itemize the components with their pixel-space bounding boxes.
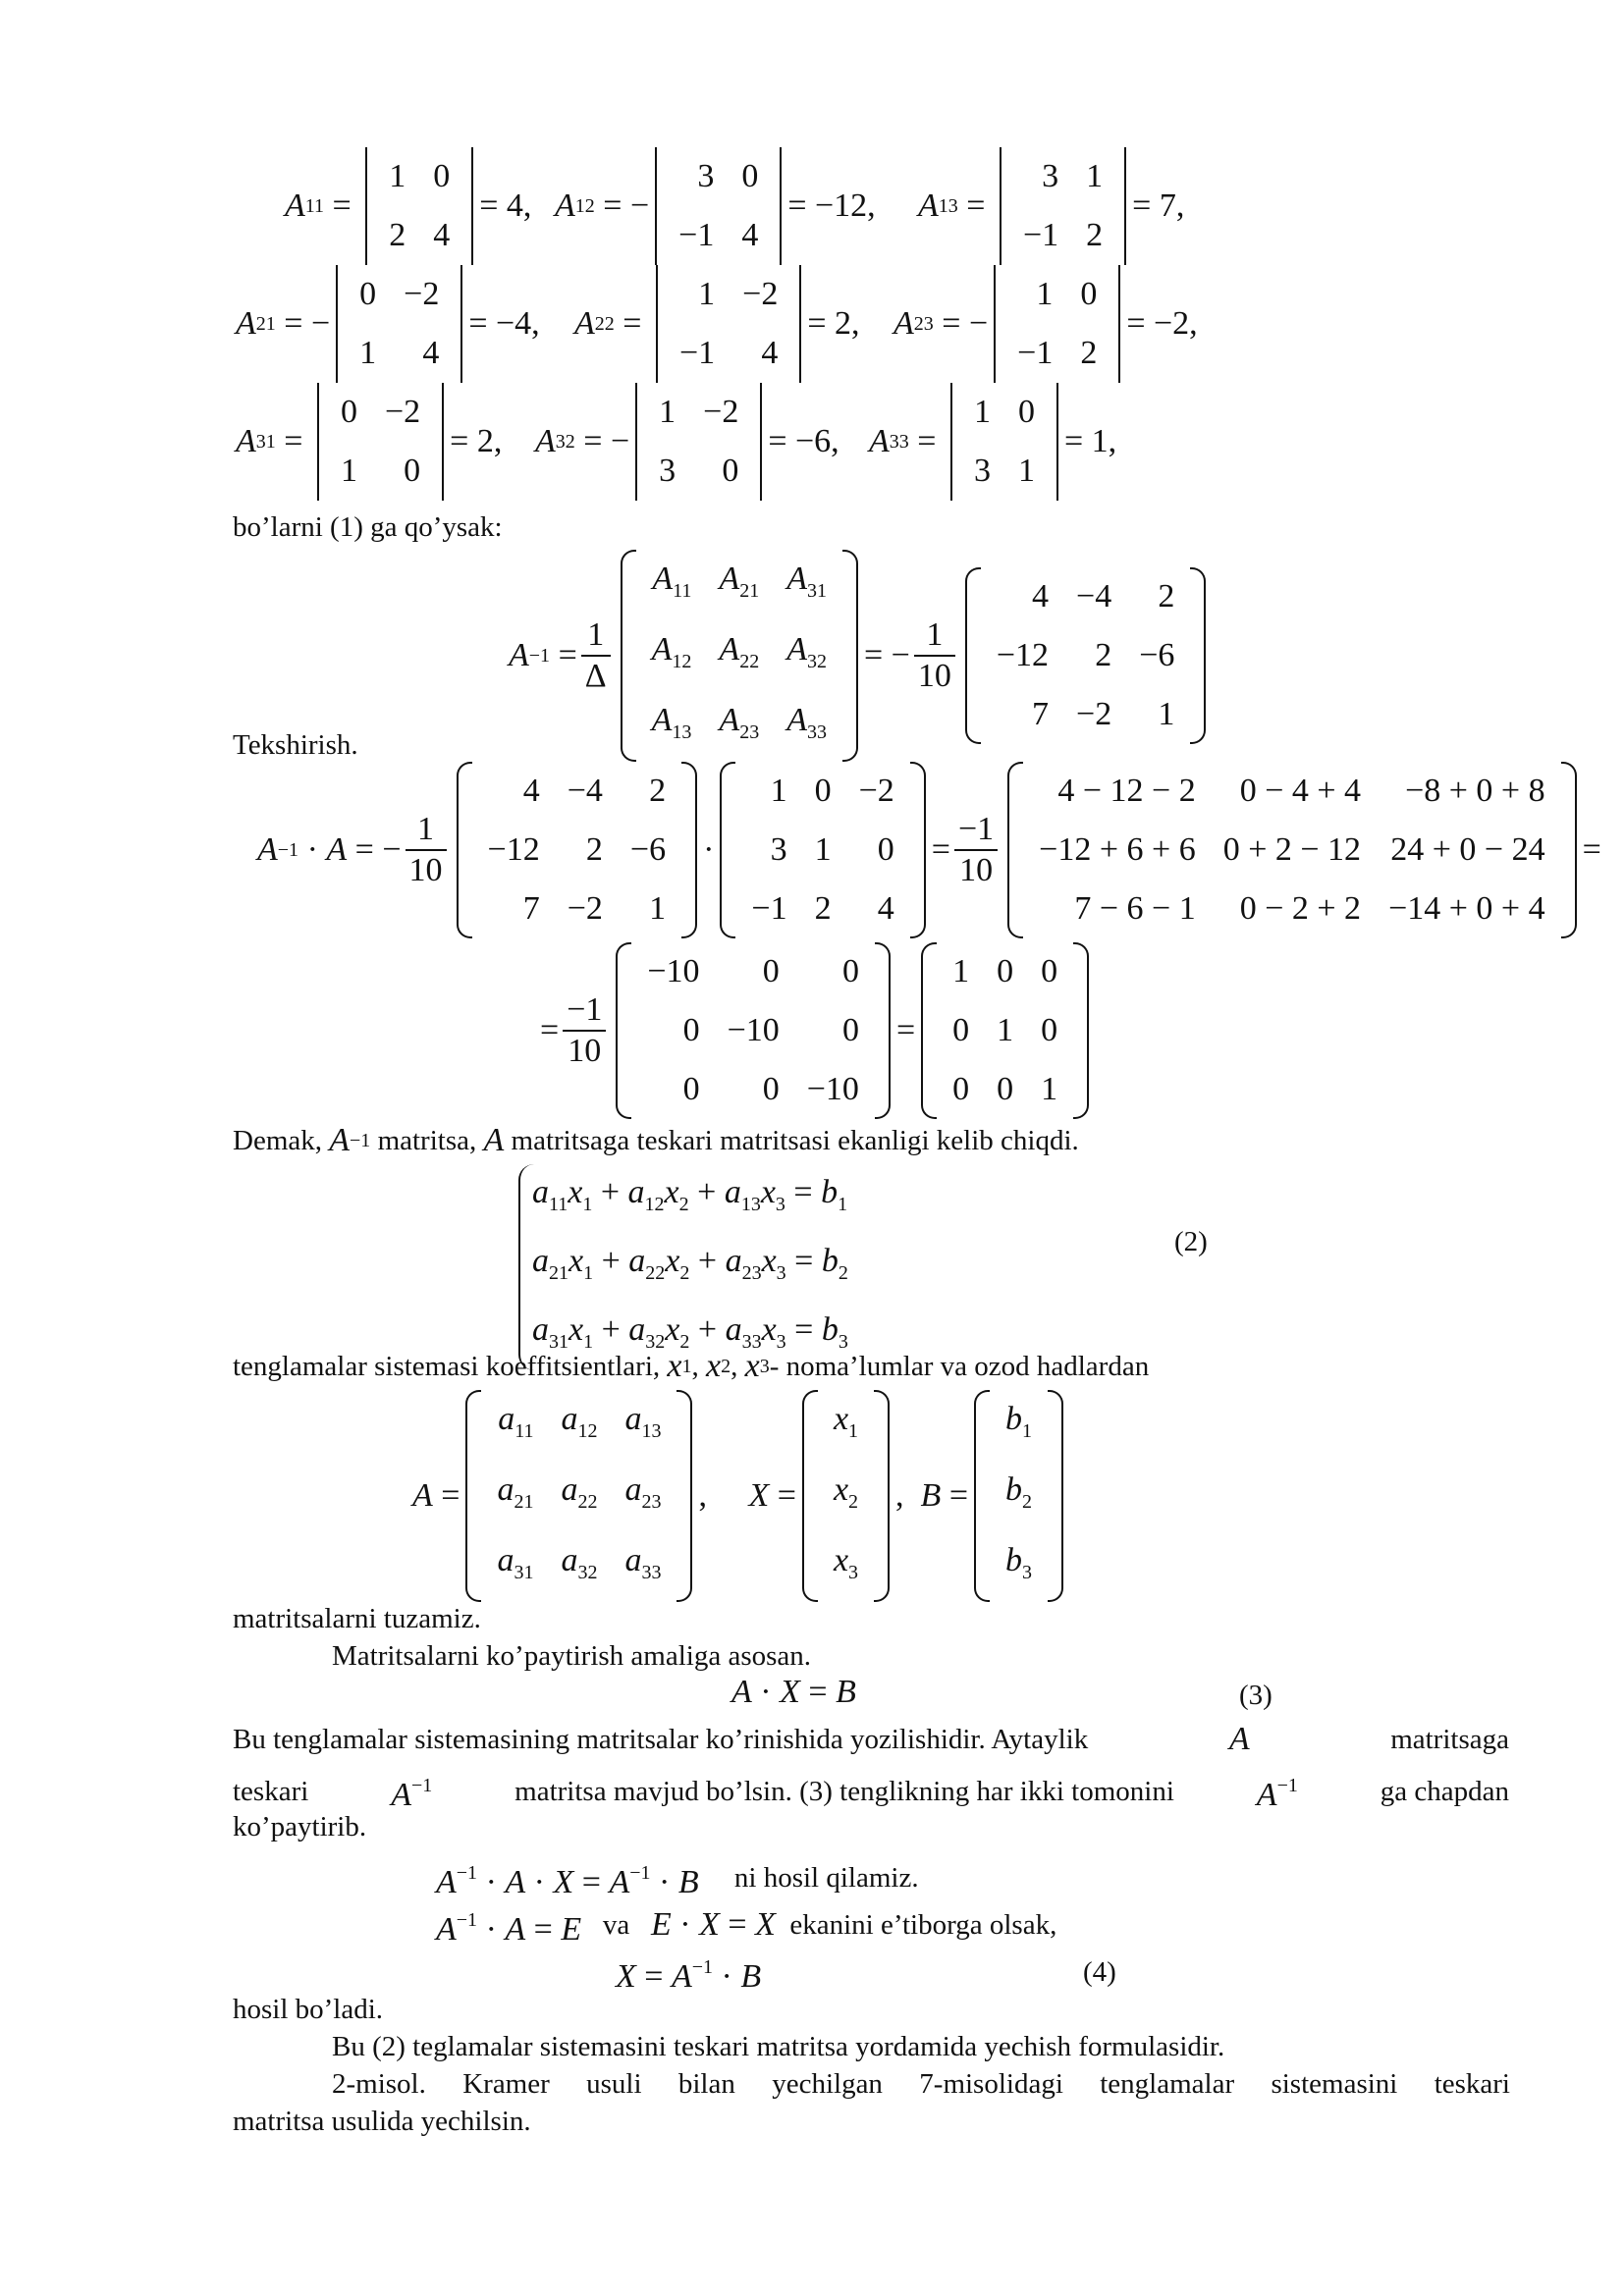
cofactor-value: = 1, bbox=[1063, 423, 1117, 459]
identity-matrix bbox=[921, 942, 1089, 1119]
matrix-cell: −2 bbox=[384, 394, 421, 430]
matrix-cell: 1 bbox=[973, 394, 991, 430]
cofactor-A12: A 12 = − 3 0 −1 4 = −12, bbox=[555, 147, 876, 265]
text-line: matritsa usulida yechilsin. bbox=[233, 2106, 531, 2137]
cofactor-A22: A 22 = 1 −2 −1 4 = 2, bbox=[574, 265, 860, 383]
text-line: Bu (2) teglamalar sistemasini teskari matritsa yordamida yechish formulasidir. bbox=[332, 2031, 1225, 2062]
matrix-cell: 3 bbox=[770, 831, 787, 868]
matrix-cell: 3 bbox=[1042, 158, 1059, 194]
matrix-cell: −12 + 6 + 6 bbox=[1039, 831, 1196, 868]
matrix-cell: 0 bbox=[340, 394, 357, 430]
determinant bbox=[994, 265, 1120, 383]
text-line: 2-misol. Kramer usuli bilan yechilgan 7-misolidagi tenglamalar sistemasini teskari bbox=[332, 2068, 1510, 2100]
matrix-cell: 0 bbox=[952, 1071, 970, 1107]
matrix-cell: 24 + 0 − 24 bbox=[1390, 831, 1545, 868]
matrix-cell: 2 bbox=[814, 890, 832, 927]
text-line: Tekshirish. bbox=[233, 729, 358, 761]
matrix-cell: −12 bbox=[487, 831, 540, 868]
matrix-cell: 2 bbox=[585, 831, 603, 868]
matrix-cell: $A_{21}$ bbox=[719, 561, 760, 602]
matrix-cell: 2 bbox=[389, 217, 406, 253]
check-matrix-3 bbox=[1007, 762, 1576, 938]
text-line: Demak, A −1 matritsa, A matritsaga teskari matritsasi ekanligi kelib chiqdi. bbox=[233, 1122, 1079, 1158]
matrix-cell: 2 bbox=[649, 773, 667, 809]
determinant bbox=[635, 383, 762, 501]
cofactor-A33: A 33 = 1 0 3 1 = 1, bbox=[869, 383, 1116, 501]
cofactor-value: = −12, bbox=[787, 187, 876, 224]
check-matrix-4 bbox=[616, 942, 891, 1119]
matrix-definitions: A = $a_{11}$ $a_{12}$ $a_{13}$ $a_{21}$ $a_{22}$ $a_{23}$ $a_{31}$ $a_{32}$ $a_{33}$ , X = $x_1$ $x_2$ $x_3$ , B = $b_1$ $b_2$ $b_3$ bbox=[412, 1390, 1069, 1602]
formula-4: $X = A^{-1} \cdot B$ bbox=[616, 1956, 762, 1995]
matrix-cell: 1 bbox=[1041, 1071, 1058, 1107]
formula-line: $A^{-1} \cdot A \cdot X = A^{-1} \cdot B$ ni hosil qilamiz. bbox=[436, 1862, 919, 1900]
check-matrix-2 bbox=[720, 762, 925, 938]
determinant bbox=[317, 383, 444, 501]
matrix-cell: 1 bbox=[659, 394, 677, 430]
matrix-cell: 4 − 12 − 2 bbox=[1057, 773, 1196, 809]
cofactor-value: = −6, bbox=[768, 423, 839, 459]
text-line: ko’paytirib. bbox=[233, 1811, 367, 1842]
matrix-cell: −1 bbox=[1017, 335, 1054, 371]
matrix-cell: 2 bbox=[1080, 335, 1098, 371]
matrix-cell: 0 bbox=[762, 953, 780, 989]
matrix-cell: 0 bbox=[682, 1071, 700, 1107]
matrix-cell: −1 bbox=[678, 217, 715, 253]
determinant bbox=[655, 147, 782, 265]
matrix-cell: 2 bbox=[1158, 578, 1175, 614]
equation-system: $a_{11}x_1 + a_{12}x_2 + a_{13}x_3 = b_1$ $a_{21}x_1 + a_{22}x_2 + a_{23}x_3 = b_2$ $a_{31}x_1 + a_{32}x_2 + a_{33}x_3 = b_3$ bbox=[518, 1164, 848, 1370]
matrix-cell: 0 + 2 − 12 bbox=[1222, 831, 1362, 868]
matrix-cell: 1 bbox=[1017, 453, 1035, 489]
matrix-cell: 0 bbox=[841, 1012, 859, 1048]
matrix-cell: 2 bbox=[1095, 637, 1112, 673]
cofactor-value: = 2, bbox=[450, 423, 503, 459]
equation-number: (4) bbox=[1083, 1956, 1116, 1988]
matrix-cell: 0 bbox=[433, 158, 451, 194]
matrix-cell: $A_{31}$ bbox=[786, 561, 827, 602]
matrix-cell: 1 bbox=[770, 773, 787, 809]
matrix-cell: 0 bbox=[997, 1071, 1014, 1107]
matrix-cell: −2 bbox=[703, 394, 739, 430]
determinant bbox=[336, 265, 462, 383]
equation-number: (3) bbox=[1239, 1680, 1272, 1711]
matrix-cell: 1 bbox=[359, 335, 377, 371]
text-line: matritsalarni tuzamiz. bbox=[233, 1603, 481, 1634]
cofactor-A21: A 21 = − 0 −2 1 4 = −4, bbox=[236, 265, 540, 383]
matrix-cell: −8 + 0 + 8 bbox=[1405, 773, 1545, 809]
matrix-cell: 0 bbox=[404, 453, 421, 489]
cofactor-A31: A 31 = 0 −2 1 0 = 2, bbox=[236, 383, 502, 501]
matrix-cell: 4 bbox=[761, 335, 779, 371]
text-line: Matritsalarni ko’paytirish amaliga asosan. bbox=[332, 1640, 812, 1672]
matrix-cell: 0 bbox=[1017, 394, 1035, 430]
formula-3: A · X = B bbox=[731, 1674, 856, 1710]
matrix-cell: 7 bbox=[522, 890, 540, 927]
matrix-cell: 0 bbox=[359, 276, 377, 312]
matrix-cell: −12 bbox=[996, 637, 1050, 673]
matrix-cell: 0 bbox=[722, 453, 739, 489]
matrix-cell: 4 bbox=[522, 773, 540, 809]
matrix-cell: 4 bbox=[433, 217, 451, 253]
matrix-cell: −4 bbox=[1076, 578, 1112, 614]
matrix-cell: 1 bbox=[698, 276, 716, 312]
matrix-cell: 3 bbox=[659, 453, 677, 489]
matrix-cell: −2 bbox=[742, 276, 779, 312]
matrix-cell: 7 bbox=[1032, 696, 1050, 732]
matrix-cell: −6 bbox=[1139, 637, 1175, 673]
matrix-cell: 1 bbox=[952, 953, 970, 989]
text-line: tenglamalar sistemasi koeffitsientlari, x 1 , x 2 , x 3 - noma’lumlar va ozod hadlardan bbox=[233, 1348, 1150, 1384]
matrix-cell: $A_{22}$ bbox=[719, 631, 760, 672]
matrix-cell: 7 − 6 − 1 bbox=[1074, 890, 1196, 927]
matrix-cell: 0 bbox=[682, 1012, 700, 1048]
matrix-cell: 0 bbox=[952, 1012, 970, 1048]
matrix-cell: −2 bbox=[858, 773, 894, 809]
inverse-numeric-matrix bbox=[965, 567, 1207, 744]
matrix-cell: −14 + 0 + 4 bbox=[1388, 890, 1545, 927]
determinant bbox=[656, 265, 801, 383]
matrix-cell: 1 bbox=[814, 831, 832, 868]
matrix-cell: 0 − 4 + 4 bbox=[1239, 773, 1362, 809]
matrix-cell: −2 bbox=[404, 276, 440, 312]
matrix-cell: 0 bbox=[877, 831, 894, 868]
matrix-cell: 0 − 2 + 2 bbox=[1239, 890, 1362, 927]
matrix-cell: 4 bbox=[422, 335, 440, 371]
determinant bbox=[1000, 147, 1126, 265]
text-line: teskari $A^{-1}$ matritsa mavjud bo’lsin. (3) tenglikning har ikki tomonini $A^{-1}$ ga chapdan bbox=[233, 1775, 1509, 1813]
check-result: = $\frac{-1}{10}$ −10 0 0 0 −10 0 0 0 −10 = 1 0 0 0 1 0 0 0 1 bbox=[540, 942, 1095, 1119]
text-line: hosil bo’ladi. bbox=[233, 1994, 384, 2025]
matrix-cell: $A_{12}$ bbox=[651, 631, 692, 672]
matrix-cell: $A_{23}$ bbox=[719, 702, 760, 743]
matrix-cell: 4 bbox=[877, 890, 894, 927]
matrix-cell: $A_{33}$ bbox=[786, 702, 827, 743]
matrix-cell: $A_{11}$ bbox=[652, 561, 692, 602]
matrix-a: $a_{11}$ $a_{12}$ $a_{13}$ $a_{21}$ $a_{22}$ $a_{23}$ $a_{31}$ $a_{32}$ $a_{33}$ bbox=[465, 1390, 692, 1602]
cofactor-A13: A 13 = 3 1 −1 2 = 7, bbox=[918, 147, 1184, 265]
adjugate-matrix bbox=[621, 550, 858, 762]
matrix-cell: 0 bbox=[814, 773, 832, 809]
matrix-x: $x_1$ $x_2$ $x_3$ bbox=[802, 1390, 890, 1602]
cofactor-value: = −4, bbox=[468, 305, 540, 342]
determinant bbox=[365, 147, 473, 265]
matrix-cell: 1 bbox=[340, 453, 357, 489]
matrix-cell: 0 bbox=[1080, 276, 1098, 312]
cofactor-A32: A 32 = − 1 −2 3 0 = −6, bbox=[535, 383, 839, 501]
cofactor-value: = 7, bbox=[1132, 187, 1185, 224]
check-product: A −1 · A = − $\frac{1}{10}$ 4 −4 2 −12 2 −6 7 −2 1 · 1 0 −2 3 1 0 −1 2 4 = $\frac{-1}{10}$ 4 − 12 − 2 0 − 4 + 4 −8 + 0 + 8 −12 + 6 + 6 0 + 2 − 12 24 + 0 − 24 7 − 6 − 1 0 − 2 + 2 −14 + 0 + 4 = bbox=[257, 762, 1601, 938]
matrix-cell: 4 bbox=[741, 217, 759, 253]
matrix-cell: 2 bbox=[1086, 217, 1104, 253]
matrix-cell: −2 bbox=[1076, 696, 1112, 732]
matrix-cell: −10 bbox=[647, 953, 700, 989]
cofactor-value: = 4, bbox=[479, 187, 532, 224]
matrix-cell: 0 bbox=[1041, 953, 1058, 989]
cofactor-A23: A 23 = − 1 0 −1 2 = −2, bbox=[893, 265, 1198, 383]
matrix-cell: 0 bbox=[841, 953, 859, 989]
determinant bbox=[950, 383, 1058, 501]
matrix-cell: 0 bbox=[1041, 1012, 1058, 1048]
matrix-cell: −10 bbox=[806, 1071, 859, 1107]
matrix-cell: 0 bbox=[997, 953, 1014, 989]
text-line: Bu tenglamalar sistemasining matritsalar ko’rinishida yozilishidir. Aytaylik A matritsaga bbox=[233, 1721, 1509, 1757]
matrix-cell: 0 bbox=[741, 158, 759, 194]
equation-number: (2) bbox=[1174, 1226, 1208, 1257]
matrix-cell: −6 bbox=[629, 831, 667, 868]
matrix-cell: 1 bbox=[649, 890, 667, 927]
matrix-cell: 0 bbox=[762, 1071, 780, 1107]
matrix-cell: −4 bbox=[567, 773, 603, 809]
matrix-b: $b_1$ $b_2$ $b_3$ bbox=[974, 1390, 1063, 1602]
matrix-cell: 3 bbox=[697, 158, 715, 194]
matrix-cell: 1 bbox=[1158, 696, 1175, 732]
matrix-cell: 1 bbox=[1036, 276, 1054, 312]
cofactor-value: = 2, bbox=[807, 305, 860, 342]
matrix-cell: $A_{13}$ bbox=[651, 702, 692, 743]
matrix-cell: −1 bbox=[1022, 217, 1059, 253]
matrix-cell: 4 bbox=[1032, 578, 1050, 614]
formula-line: $A^{-1} \cdot A = E$ va E · X = X ekanini e’tiborga olsak, bbox=[436, 1906, 1057, 1948]
matrix-cell: 3 bbox=[973, 453, 991, 489]
matrix-cell: 1 bbox=[389, 158, 406, 194]
matrix-cell: $A_{32}$ bbox=[786, 631, 827, 672]
cofactor-value: = −2, bbox=[1126, 305, 1198, 342]
matrix-cell: −10 bbox=[727, 1012, 780, 1048]
matrix-cell: −2 bbox=[567, 890, 603, 927]
matrix-cell: 1 bbox=[997, 1012, 1014, 1048]
text-line: bo’larni (1) ga qo’ysak: bbox=[233, 511, 503, 543]
matrix-cell: −1 bbox=[751, 890, 787, 927]
cofactor-A11: A 11 = 1 0 2 4 = 4, bbox=[285, 147, 531, 265]
matrix-cell: 1 bbox=[1086, 158, 1104, 194]
matrix-cell: −1 bbox=[678, 335, 716, 371]
check-matrix-1 bbox=[457, 762, 698, 938]
inverse-formula: A −1 = $\frac{1}{\Delta}$ $A_{11}$ $A_{21}$ $A_{31}$ $A_{12}$ $A_{22}$ $A_{32}$ $A_{13}$ $A_{23}$ $A_{33}$ = − $\frac{1}{10}$ 4 −4 2 −12 2 −6 7 −2 1 bbox=[509, 550, 1212, 762]
